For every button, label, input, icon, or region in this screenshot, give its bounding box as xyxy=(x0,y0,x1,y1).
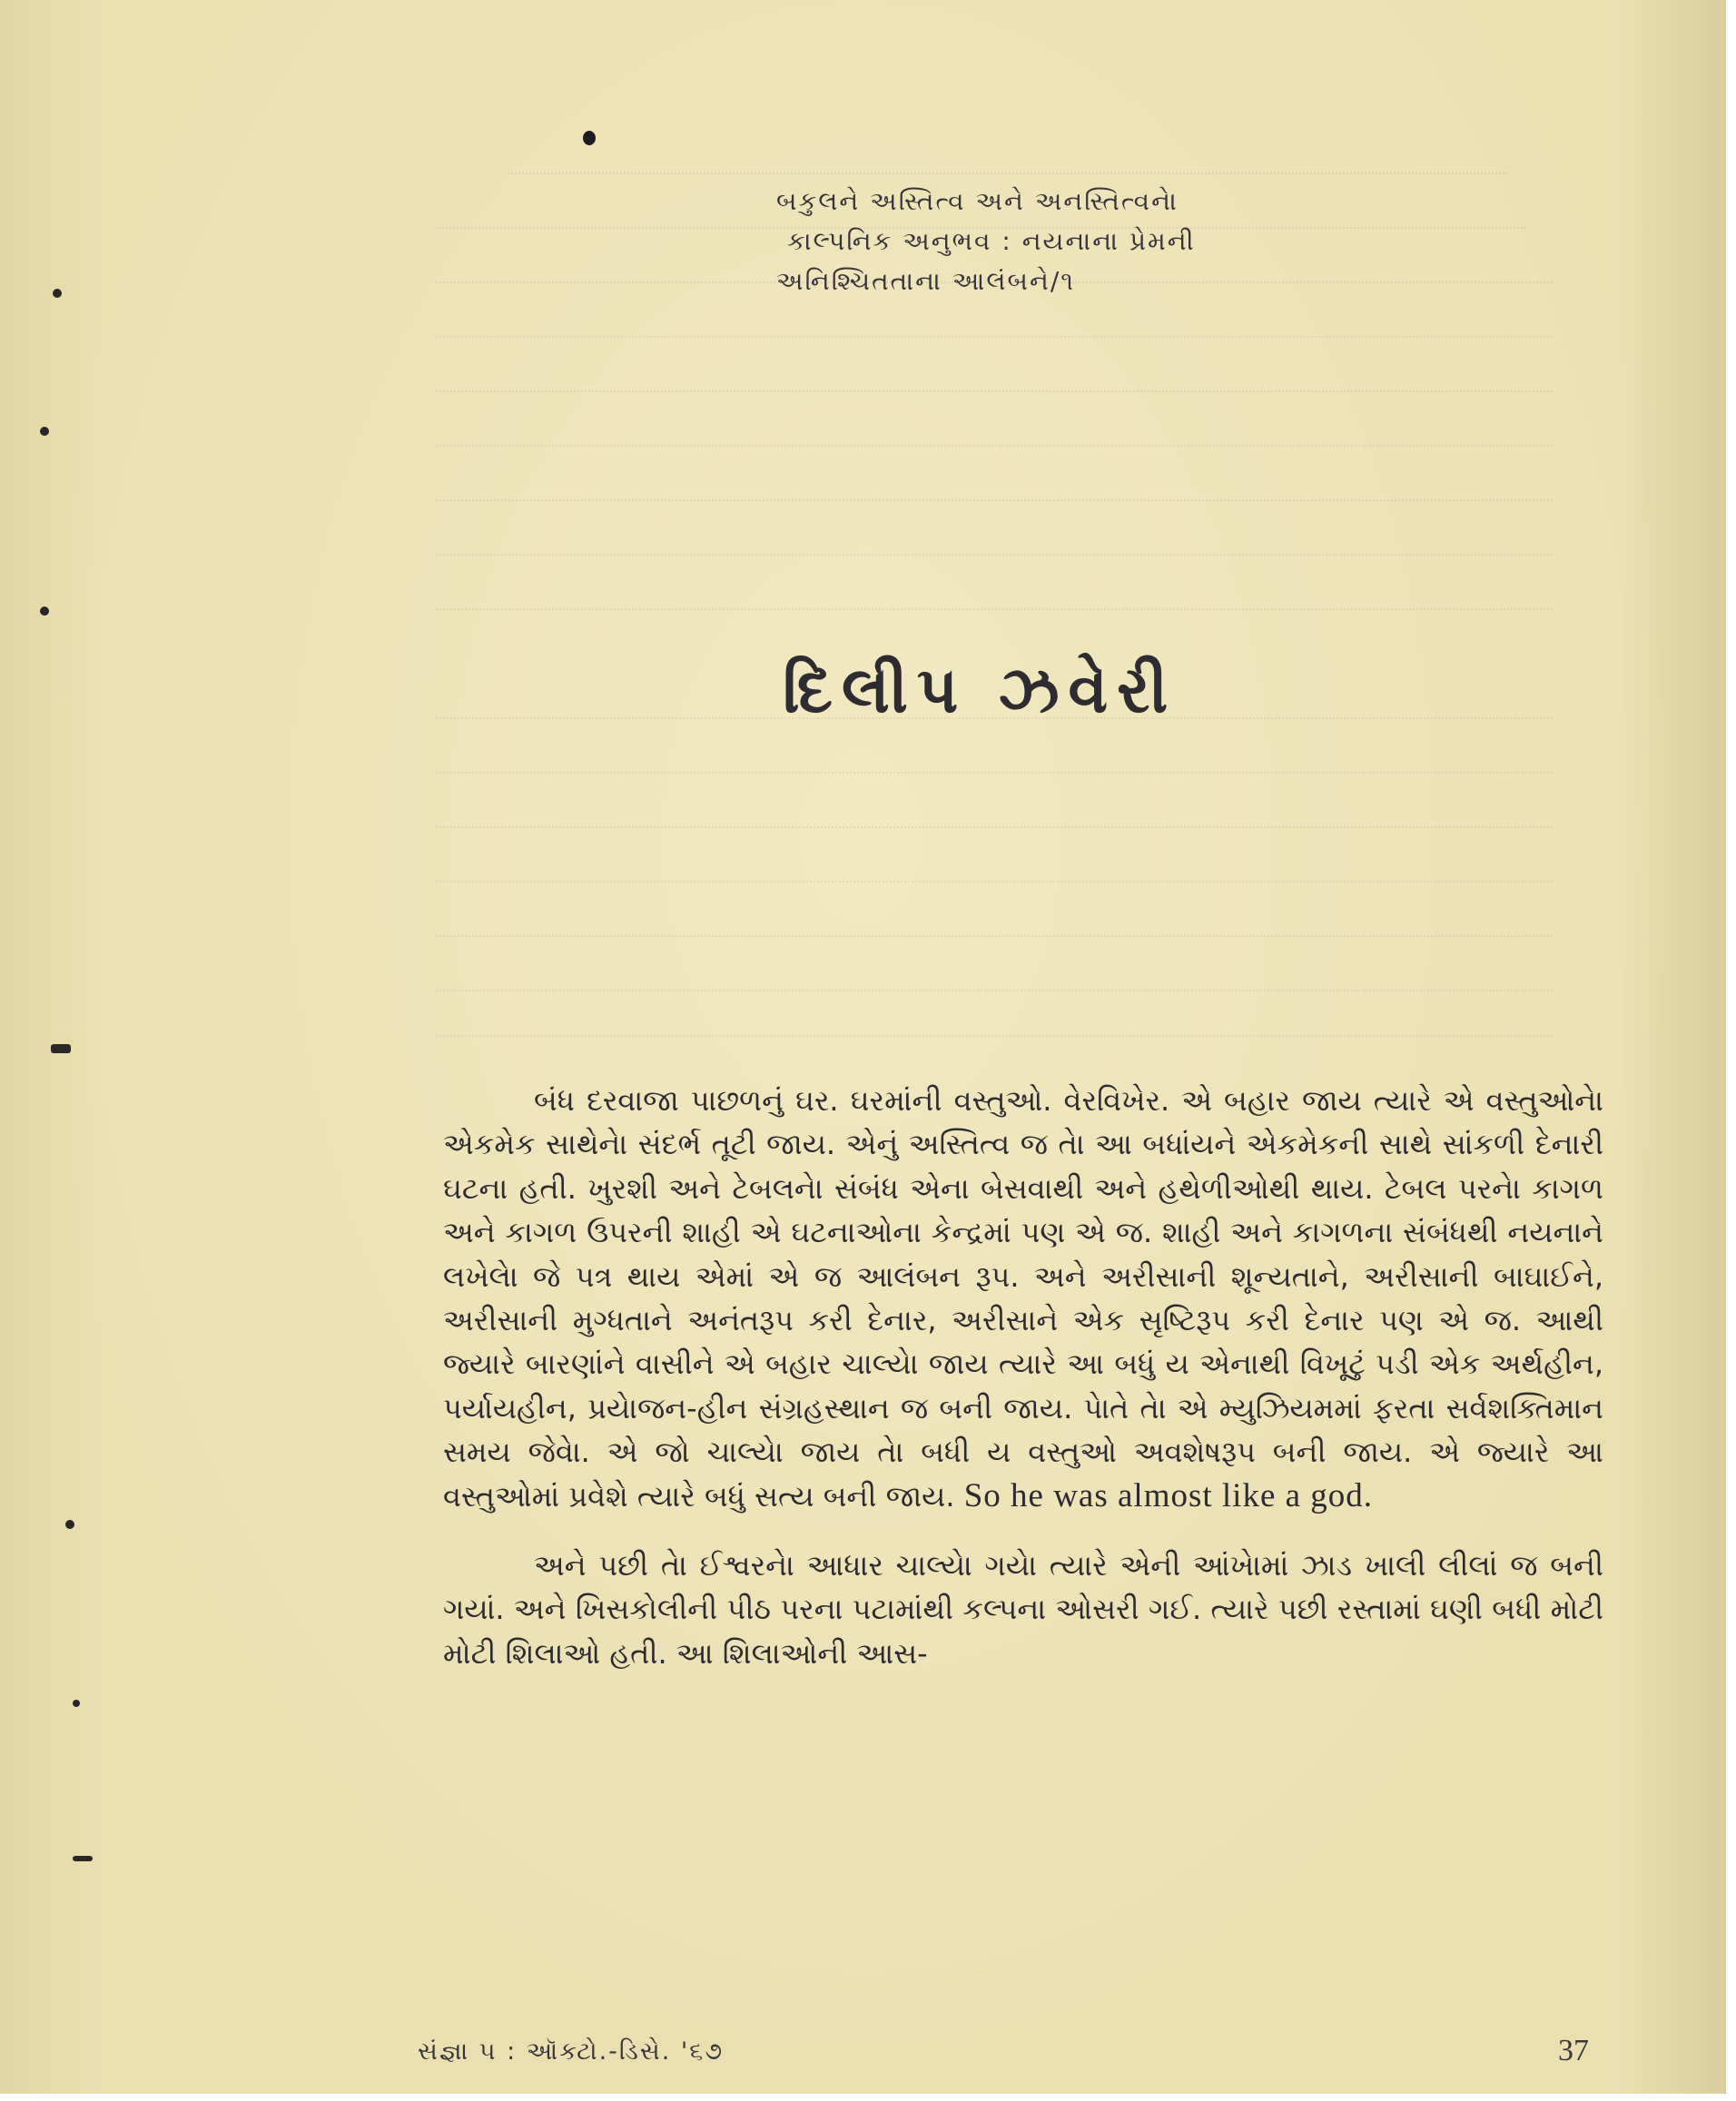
paragraph-1 xyxy=(443,1079,1603,1518)
poem-subtitle xyxy=(776,182,1196,301)
paragraph-2: અને પછી તેા ઈશ્વરનેા આધાર ચાલ્યેા ગયેા ત્યારે એની આંખેામાં ઝાડ ખાલી લીલાં જ બની ગયાં. અને ખિસકોલીની પીઠ પરના પટામાંથી કલ્પના ઓસરી ગઈ. ત્યારે પછી રસ્તામાં ઘણી બધી મોટી મોટી શિલાઓ હતી. આ શિલાઓની આસ- xyxy=(443,1548,1603,1671)
subtitle-line-1: બકુલને અસ્તિત્વ અને અનસ્તિત્વનેા xyxy=(776,186,1179,216)
author-name: દિલીપ ઝવેરી xyxy=(783,652,1178,727)
page-number: 37 xyxy=(1558,2034,1589,2067)
subtitle-line-2: કાલ્પનિક અનુભવ : નયનાના પ્રેમની xyxy=(787,226,1196,256)
margin-hole-mark xyxy=(53,289,62,298)
margin-hole-mark xyxy=(40,427,49,436)
margin-hole-mark xyxy=(51,1044,71,1053)
ink-dot xyxy=(583,131,596,145)
margin-hole-mark xyxy=(65,1520,74,1529)
margin-hole-mark xyxy=(73,1856,93,1861)
margin-hole-mark xyxy=(73,1700,80,1707)
journal-footer: સંજ્ઞા ૫ : ઑક્ટો.-ડિસે. '૬૭ xyxy=(418,2037,725,2066)
body-text xyxy=(443,1079,1603,1675)
margin-hole-mark xyxy=(40,607,49,616)
paragraph-1-gujarati: બંધ દરવાજા પાછળનું ઘર. ઘરમાંની વસ્તુઓ. વેરવિખેર. એ બહાર જાય ત્યારે એ વસ્તુઓનેા એકમેક સાથેનેા સંદર્ભ તૂટી જાય. એનું અસ્તિત્વ જ તેા આ બધાંયને એકમેકની સાથે સાંકળી દેનારી ઘટના હતી. ખુરશી અને ટેબલનેા સંબંધ એના બેસવાથી અને હથેળીઓથી થાય. ટેબલ પરનેા કાગળ અને કાગળ ઉપરની શાહી એ ઘટનાઓના કેન્દ્રમાં પણ એ જ. શાહી અને કાગળના સંબંધથી નયનાને લખેલેા જે પત્ર થાય એમાં એ જ આલંબન રૂપ. અને અરીસાની શૂન્યતાને, અરીસાની બાઘાઈને, અરીસાની મુગ્ધતાને અનંતરૂપ કરી દેનાર, અરીસાને એક સૃષ્ટિરૂપ કરી દેનાર પણ એ જ. આથી જ્યારે બારણાંને વાસીને એ બહાર ચાલ્યેા જાય ત્યારે આ બધું ય એનાથી વિખૂટું પડી એક અર્થહીન, પર્યાયહીન, પ્રયેાજન-હીન સંગ્રહસ્થાન જ બની જાય. પેાતે તેા એ મ્યુઝિયમમાં ફરતા સર્વશક્તિમાન સમય જેવેા. એ જો ચાલ્યેા જાય તેા બધી ય વસ્તુઓ અવશેષરૂપ બની જાય. એ જ્યારે આ વસ્તુઓમાં પ્રવેશે ત્યારે બધું સત્ય બની જાય. xyxy=(443,1083,1603,1514)
paragraph-1-english: So he was almost like a god. xyxy=(963,1476,1374,1514)
subtitle-line-3: અનિશ્ચિતતાના આલંબને/૧ xyxy=(776,266,1075,296)
